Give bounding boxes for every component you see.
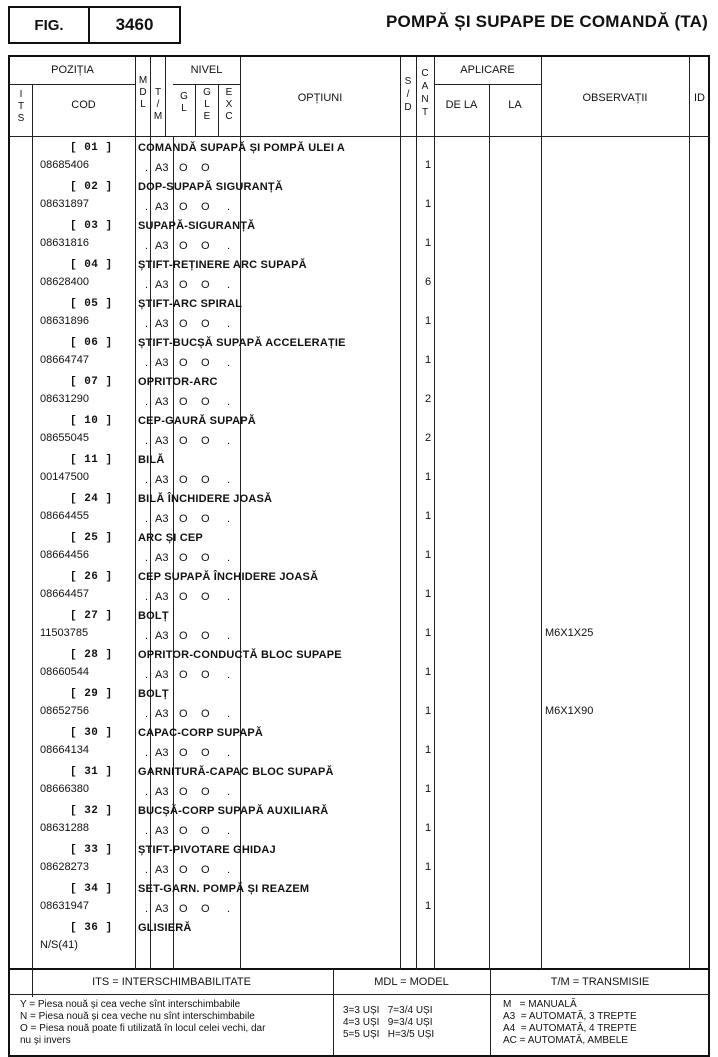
- part-exc: .: [227, 786, 231, 798]
- part-index: [ 01 ]: [70, 142, 113, 154]
- part-mdl: .: [145, 669, 149, 681]
- part-name: BOLȚ: [138, 688, 169, 700]
- legend-mdl-title: MDL = MODEL: [333, 970, 490, 995]
- part-obs: M6X1X90: [545, 705, 594, 717]
- part-name: OPRITOR-ARC: [138, 376, 218, 388]
- part-qty: 1: [424, 666, 432, 678]
- header-divider: [434, 84, 541, 85]
- part-tm: A3: [155, 162, 169, 174]
- part-gle: O: [201, 864, 210, 876]
- part-exc: .: [227, 240, 231, 252]
- part-name: BOLȚ: [138, 610, 169, 622]
- legend-line: nu și invers: [20, 1035, 71, 1046]
- part-mdl: .: [145, 513, 149, 525]
- part-name: ARC ȘI CEP: [138, 532, 203, 544]
- part-mdl: .: [145, 903, 149, 915]
- part-index: [ 32 ]: [70, 805, 113, 817]
- part-tm: A3: [155, 747, 169, 759]
- page-title: POMPĂ ȘI SUPAPE DE COMANDĂ (TA): [386, 12, 708, 31]
- col-divider: [400, 57, 401, 970]
- part-name: ȘTIFT-BUCȘĂ SUPAPĂ ACCELERAȚIE: [138, 337, 346, 349]
- part-gle: O: [201, 903, 210, 915]
- part-gle: O: [201, 825, 210, 837]
- part-exc: .: [227, 630, 231, 642]
- part-index: [ 30 ]: [70, 727, 113, 739]
- part-name: CAPAC-CORP SUPAPĂ: [138, 727, 264, 739]
- part-qty: 1: [424, 237, 432, 249]
- legend-line: M = MANUALĂ: [503, 999, 577, 1010]
- part-exc: .: [227, 396, 231, 408]
- part-code: N/S(41): [40, 939, 78, 951]
- legend-line: 5=5 UȘI H=3/5 UȘI: [343, 1029, 435, 1040]
- part-gl: O: [179, 240, 188, 252]
- part-tm: A3: [155, 864, 169, 876]
- part-name: COMANDĂ SUPAPĂ ȘI POMPĂ ULEI A: [138, 142, 346, 154]
- col-exc: E X C: [225, 87, 233, 122]
- part-index: [ 31 ]: [70, 766, 113, 778]
- col-pozitia: POZIȚIA: [51, 64, 94, 76]
- part-mdl: .: [145, 864, 149, 876]
- part-gle: O: [201, 591, 210, 603]
- part-qty: 1: [424, 744, 432, 756]
- part-gle: O: [201, 318, 210, 330]
- legend-its: [10, 970, 333, 1055]
- part-gl: O: [179, 201, 188, 213]
- part-index: [ 27 ]: [70, 610, 113, 622]
- part-exc: .: [227, 903, 231, 915]
- part-code: 08628273: [40, 861, 89, 873]
- col-cant: C A N T: [421, 68, 429, 118]
- part-gl: O: [179, 591, 188, 603]
- part-name: ȘTIFT-PIVOTARE GHIDAJ: [138, 844, 276, 856]
- part-gle: O: [201, 162, 210, 174]
- part-code: 00147500: [40, 471, 89, 483]
- part-exc: .: [227, 552, 231, 564]
- part-gle: O: [201, 708, 210, 720]
- part-gl: O: [179, 825, 188, 837]
- legend-line: A3 = AUTOMATĂ, 3 TREPTE: [503, 1011, 637, 1022]
- part-mdl: .: [145, 552, 149, 564]
- part-qty: 1: [424, 549, 432, 561]
- part-mdl: .: [145, 201, 149, 213]
- part-qty: 1: [424, 354, 432, 366]
- col-its: I T S: [17, 89, 25, 124]
- part-code: 08664134: [40, 744, 89, 756]
- col-divider: [541, 57, 542, 970]
- part-qty: 1: [424, 861, 432, 873]
- part-tm: A3: [155, 708, 169, 720]
- part-mdl: .: [145, 357, 149, 369]
- part-code: 08660544: [40, 666, 89, 678]
- part-tm: A3: [155, 240, 169, 252]
- legend-line: A4 = AUTOMATĂ, 4 TREPTE: [503, 1023, 637, 1034]
- part-gl: O: [179, 708, 188, 720]
- part-exc: .: [227, 864, 231, 876]
- legend-mdl: [333, 970, 490, 1055]
- col-mdl: M D L: [138, 75, 148, 110]
- part-code: 08631897: [40, 198, 89, 210]
- part-index: [ 10 ]: [70, 415, 113, 427]
- part-index: [ 34 ]: [70, 883, 113, 895]
- part-mdl: .: [145, 396, 149, 408]
- part-gle: O: [201, 513, 210, 525]
- part-gl: O: [179, 552, 188, 564]
- part-index: [ 29 ]: [70, 688, 113, 700]
- part-code: 08664457: [40, 588, 89, 600]
- col-divider: [416, 57, 417, 970]
- col-gl: G L: [180, 91, 188, 114]
- part-tm: A3: [155, 279, 169, 291]
- part-gl: O: [179, 318, 188, 330]
- legend-line: N = Piesa nouă și cea veche nu sînt interschimbabile: [20, 1011, 255, 1022]
- legend-line: Y = Piesa nouă și cea veche sînt interschimbabile: [20, 999, 241, 1010]
- part-qty: 2: [424, 432, 432, 444]
- part-gle: O: [201, 435, 210, 447]
- part-qty: 1: [424, 159, 432, 171]
- part-code: 08664747: [40, 354, 89, 366]
- part-mdl: .: [145, 825, 149, 837]
- part-name: BILĂ ÎNCHIDERE JOASĂ: [138, 493, 273, 505]
- part-gl: O: [179, 747, 188, 759]
- part-gle: O: [201, 669, 210, 681]
- part-exc: .: [227, 825, 231, 837]
- part-name: ȘTIFT-REȚINERE ARC SUPAPĂ: [138, 259, 307, 271]
- part-exc: .: [227, 669, 231, 681]
- part-obs: M6X1X25: [545, 627, 594, 639]
- header-divider: [10, 136, 710, 137]
- part-gle: O: [201, 786, 210, 798]
- part-code: 08631288: [40, 822, 89, 834]
- header-divider: [173, 84, 240, 85]
- part-name: DOP-SUPAPĂ SIGURANȚĂ: [138, 181, 283, 193]
- part-mdl: .: [145, 591, 149, 603]
- part-index: [ 03 ]: [70, 220, 113, 232]
- part-code: 08652756: [40, 705, 89, 717]
- header-divider: [10, 84, 135, 85]
- part-exc: .: [227, 435, 231, 447]
- legend-its-title: ITS = INTERSCHIMBABILITATE: [10, 970, 333, 995]
- part-gle: O: [201, 474, 210, 486]
- part-code: 08666380: [40, 783, 89, 795]
- col-aplicare: APLICARE: [460, 64, 515, 76]
- part-mdl: .: [145, 279, 149, 291]
- col-divider: [218, 84, 219, 136]
- part-index: [ 33 ]: [70, 844, 113, 856]
- part-qty: 1: [424, 471, 432, 483]
- part-name: CEP SUPAPĂ ÎNCHIDERE JOASĂ: [138, 571, 319, 583]
- part-gle: O: [201, 279, 210, 291]
- part-mdl: .: [145, 786, 149, 798]
- part-exc: .: [227, 318, 231, 330]
- part-code: 08655045: [40, 432, 89, 444]
- part-qty: 1: [424, 705, 432, 717]
- part-mdl: .: [145, 708, 149, 720]
- part-gl: O: [179, 864, 188, 876]
- part-index: [ 07 ]: [70, 376, 113, 388]
- part-gl: O: [179, 279, 188, 291]
- part-tm: A3: [155, 435, 169, 447]
- col-dela: DE LA: [445, 99, 478, 111]
- part-name: SUPAPĂ-SIGURANȚĂ: [138, 220, 256, 232]
- part-code: 08631816: [40, 237, 89, 249]
- part-tm: A3: [155, 552, 169, 564]
- part-tm: A3: [155, 318, 169, 330]
- part-mdl: .: [145, 318, 149, 330]
- col-la: LA: [508, 99, 522, 111]
- part-index: [ 24 ]: [70, 493, 113, 505]
- col-divider: [195, 84, 196, 136]
- part-gle: O: [201, 552, 210, 564]
- part-gl: O: [179, 396, 188, 408]
- part-name: CEP-GAURĂ SUPAPĂ: [138, 415, 256, 427]
- part-index: [ 06 ]: [70, 337, 113, 349]
- part-qty: 1: [424, 900, 432, 912]
- legend-tm-body: [503, 999, 637, 1047]
- part-gl: O: [179, 669, 188, 681]
- part-mdl: .: [145, 474, 149, 486]
- part-gl: O: [179, 903, 188, 915]
- part-gl: O: [179, 435, 188, 447]
- legend-tm: [490, 970, 710, 1055]
- part-tm: A3: [155, 903, 169, 915]
- part-tm: A3: [155, 591, 169, 603]
- part-index: [ 11 ]: [70, 454, 113, 466]
- part-qty: 1: [424, 627, 432, 639]
- col-divider: [434, 57, 435, 970]
- legend-tm-title: T/M = TRANSMISIE: [490, 970, 710, 995]
- part-name: BUCȘĂ-CORP SUPAPĂ AUXILIARĂ: [138, 805, 329, 817]
- part-tm: A3: [155, 357, 169, 369]
- part-name: GARNITURĂ-CAPAC BLOC SUPAPĂ: [138, 766, 334, 778]
- part-gle: O: [201, 630, 210, 642]
- part-code: 08631947: [40, 900, 89, 912]
- part-gle: O: [201, 357, 210, 369]
- part-gle: O: [201, 396, 210, 408]
- part-gl: O: [179, 162, 188, 174]
- part-code: 08628400: [40, 276, 89, 288]
- part-gl: O: [179, 786, 188, 798]
- col-id: ID: [694, 92, 705, 104]
- part-qty: 2: [424, 393, 432, 405]
- legend-its-body: [20, 999, 265, 1047]
- part-index: [ 05 ]: [70, 298, 113, 310]
- col-cod: COD: [71, 99, 96, 111]
- col-divider: [32, 84, 33, 997]
- part-tm: A3: [155, 513, 169, 525]
- part-exc: .: [227, 201, 231, 213]
- part-index: [ 26 ]: [70, 571, 113, 583]
- part-tm: A3: [155, 474, 169, 486]
- part-qty: 1: [424, 822, 432, 834]
- part-exc: .: [227, 708, 231, 720]
- col-gle: G L E: [203, 87, 211, 122]
- part-gl: O: [179, 474, 188, 486]
- part-mdl: .: [145, 240, 149, 252]
- part-index: [ 25 ]: [70, 532, 113, 544]
- part-exc: .: [227, 591, 231, 603]
- part-tm: A3: [155, 201, 169, 213]
- part-tm: A3: [155, 786, 169, 798]
- part-code: 08685406: [40, 159, 89, 171]
- part-name: BILĂ: [138, 454, 165, 466]
- part-gle: O: [201, 201, 210, 213]
- legend-line: 3=3 UȘI 7=3/4 UȘI: [343, 1005, 433, 1016]
- col-observatii: OBSERVAȚII: [582, 92, 648, 104]
- part-code: 08664455: [40, 510, 89, 522]
- col-tm: T / M: [153, 87, 163, 122]
- part-gl: O: [179, 357, 188, 369]
- part-qty: 1: [424, 315, 432, 327]
- legend-line: O = Piesa nouă poate fi utilizată în locul celei vechi, dar: [20, 1023, 266, 1034]
- part-index: [ 28 ]: [70, 649, 113, 661]
- part-code: 11503785: [40, 627, 89, 639]
- col-optiuni: OPȚIUNI: [297, 92, 343, 104]
- part-index: [ 04 ]: [70, 259, 113, 271]
- part-tm: A3: [155, 630, 169, 642]
- part-name: OPRITOR-CONDUCTĂ BLOC SUPAPE: [138, 649, 342, 661]
- col-divider: [240, 57, 241, 970]
- legend-mdl-body: [343, 1005, 434, 1041]
- figure-box: [8, 6, 181, 44]
- col-nivel: NIVEL: [190, 64, 223, 76]
- parts-table: [8, 55, 710, 970]
- col-divider: [489, 84, 490, 970]
- part-gle: O: [201, 240, 210, 252]
- part-mdl: .: [145, 747, 149, 759]
- part-index: [ 02 ]: [70, 181, 113, 193]
- legend-line: AC = AUTOMATĂ, AMBELE: [503, 1035, 628, 1046]
- part-name: ȘTIFT-ARC SPIRAL: [138, 298, 243, 310]
- part-tm: A3: [155, 825, 169, 837]
- col-divider: [135, 57, 136, 970]
- fig-label: FIG.: [10, 8, 90, 42]
- part-exc: .: [227, 474, 231, 486]
- legend: [8, 970, 710, 1057]
- col-divider: [689, 57, 690, 970]
- col-divider: [165, 57, 166, 136]
- part-mdl: .: [145, 630, 149, 642]
- part-qty: 1: [424, 588, 432, 600]
- part-exc: .: [227, 513, 231, 525]
- part-exc: .: [227, 279, 231, 291]
- part-qty: 6: [424, 276, 432, 288]
- part-qty: 1: [424, 510, 432, 522]
- part-gl: O: [179, 630, 188, 642]
- part-qty: 1: [424, 198, 432, 210]
- part-gle: O: [201, 747, 210, 759]
- fig-number: 3460: [115, 15, 154, 34]
- part-name: SET-GARN. POMPĂ ȘI REAZEM: [138, 883, 310, 895]
- col-divider: [150, 57, 151, 970]
- col-sd: S / D: [404, 76, 412, 113]
- part-exc: .: [227, 357, 231, 369]
- part-name: GLISIERĂ: [138, 922, 192, 934]
- part-mdl: .: [145, 162, 149, 174]
- part-exc: .: [227, 747, 231, 759]
- part-qty: 1: [424, 783, 432, 795]
- part-tm: A3: [155, 669, 169, 681]
- part-code: 08631290: [40, 393, 89, 405]
- part-index: [ 36 ]: [70, 922, 113, 934]
- part-code: 08631896: [40, 315, 89, 327]
- part-tm: A3: [155, 396, 169, 408]
- legend-line: 4=3 UȘI 9=3/4 UȘI: [343, 1017, 433, 1028]
- part-gl: O: [179, 513, 188, 525]
- part-code: 08664456: [40, 549, 89, 561]
- part-mdl: .: [145, 435, 149, 447]
